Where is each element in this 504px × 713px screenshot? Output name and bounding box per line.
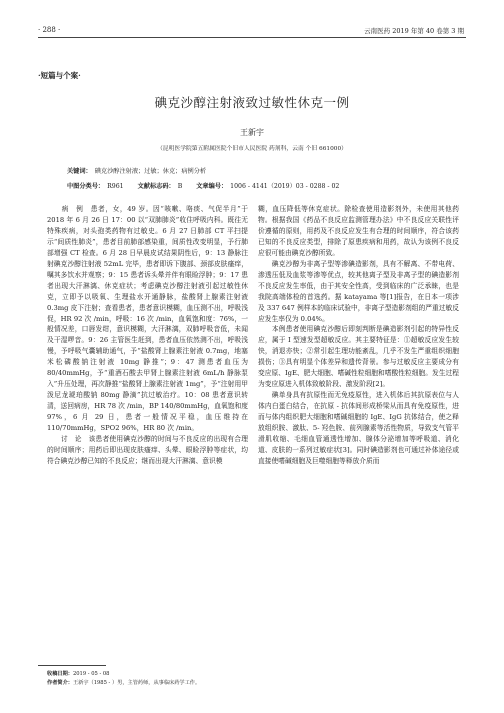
- body-column-right: [258, 204, 459, 467]
- discussion-paragraph: 讨 论 该患者使用碘克沙醇的时间与不良反应的出现有合理的时间顺序；用药后即出现皮肤瘙痒、头晕、眼睑浮肿等症状，均符合碘克沙醇已知的不良反应；继而出现大汗淋漓、意识模: [47, 435, 248, 465]
- doc-code-value: B: [177, 183, 183, 190]
- body-paragraph: 本例患者使用碘克沙醇后即刻判断是碘造影剂引起的特异性反应，属于 I 型速发型超敏反应。其主要特征是：①超敏反应发生较快，消退亦快；②常引起生理功能紊乱，几乎不发生严重组织细胞损伤；③具有明显个体差异和遗传背景。参与过敏反应主要成分有变应原、IgE、肥大细胞、嗜碱性粒细胞和嗜酸性粒细胞。发生过程为变应原进入机体致敏阶段、激发阶段[2]。: [258, 325, 459, 389]
- article-title: 碘克沙醇注射液致过敏性休克一例: [154, 95, 350, 110]
- body-paragraph: 碘单身具有抗原性而无免疫原性，进入机体后其抗原表位与人体内白蛋白结合，在抗原 - 抗体间形成桥梁从而具有免疫原性，进而与体内组织肥大细胞和嗜碱细胞的 IgE、IgG 抗体结合，使之释放组织胺、激肽、5- 羟色胺、前列腺素等活性物质，导致支气管平滑肌收缩、毛细血管通透性增加、腺体分泌增加等呼吸道、消化道、皮肤的一系列过敏症状[3]。同时碘造影剂也可通过补体途径或直接使嗜碱细胞及巨噬细胞等释放介质而: [258, 391, 459, 465]
- footnote-label: 收稿日期：: [47, 671, 73, 677]
- journal-info: 云南医药 2019 年第 40 卷第 3 期: [364, 27, 464, 35]
- header-rule: [38, 37, 466, 38]
- clc-label: 中图分类号：: [67, 183, 105, 190]
- doc-code-label: 文献标志码：: [137, 183, 175, 190]
- keywords-line: [67, 166, 206, 175]
- keywords-label: 关键词：: [67, 168, 92, 175]
- footnote-value: 2019 - 05 - 08: [72, 671, 110, 677]
- body-paragraph: 碘克沙醇为非离子型等渗碘造影剂，具有不解离、不带电荷、渗透压低及血浆等渗等优点，较其他离子型及非离子型的碘造影剂不良反应发生率低，由于其安全性高，受到临床的广泛承睐，也是我院高端体检的首选药。据 katayama 等[1]报告，在日本一项涉及 337 647 例样本的临床试验中，非离子型造影剂组的严重过敏反应发生率仅为 0.04%。: [258, 259, 459, 323]
- section-label: ·短篇与个案·: [38, 71, 81, 80]
- footnote-value: 王新宇（1985 - ）男，主管药师，从事临床药学工作。: [72, 680, 201, 686]
- article-no-label: 文章编号：: [196, 183, 228, 190]
- author-name: 王新宇: [240, 128, 264, 137]
- keywords-value: 碘克沙醇注射液；过敏；休克；病例分析: [94, 168, 207, 175]
- case-paragraph: 病 例 患者，女，49 岁。因“咳嗽、咯痰、气促半月”于 2018 年 6 月 26 日 17：00 以“双肺肺炎”收住呼吸内科。既往无特殊疾病，对头孢类药物有过敏史。6 月 27 日肺部 CT 平扫提示“间质性肺炎”，患者目前肺部感染重，间质性改变明显，予行肺部增强 CT 检查。6 月 28 日早晨皮试结果阴性后，9：13 静脉注射碘克沙醇注射液 52mL 完毕，患者即诉下腹部、颈部皮肤瘙痒，嘱其多饮水并观察；9：15 患者诉头晕并伴有眼睑浮肿；9：17 患者出现大汗淋漓、休克症状；考虑碘克沙醇注射液引起过敏性休克，立即予以吸氧、生理盐水开通静脉，盐酸肾上腺素注射液 0.3mg 皮下注射；查看患者，患者意识模糊，血压测不出，呼吸浅促，HR 92 次 /min，呼吸：16 次 /min，血氧饱和度：76%，一般情况差，口唇发绀，意识模糊，大汗淋漓，双肺呼吸音低，未闻及干湿啰音。9：26 主管医生赶到，患者血压依然测不出，呼吸浅慢，予呼吸气囊辅助通气，予“盐酸肾上腺素注射液 0.7mg，地塞米松磷酸钠注射液 10mg 静推”；9：47 测患者血压为 80/40mmHg，予“重酒石酸去甲肾上腺素注射液 6mL/h 静脉泵入”升压处理，再次静推“盐酸肾上腺素注射液 1mg”，予“注射用甲泼尼龙琥珀酸钠 80mg 静滴”抗过敏治疗。10：08 患者意识转清，送回病房，HR 78 次 /min，BP 140/80mmHg，血氧饱和度 97%，6 月 29 日，患者一般情况平稳，血压维持在 110/70mmHg，SPO2 96%，HR 80 次 /min。: [47, 205, 248, 433]
- footnote-label: 作者简介：: [47, 680, 73, 686]
- page-header: [0, 0, 504, 40]
- footnote-rule: [38, 665, 106, 666]
- footnote-received: [47, 670, 109, 677]
- classification-line: [67, 181, 339, 190]
- article-no-value: 1006 - 4141（2019）03 - 0288 - 02: [230, 183, 340, 190]
- footnote-author-bio: [47, 679, 200, 686]
- page-number: · 288 ·: [38, 26, 61, 34]
- author-affiliation: （昆明医学院第五附属医院个旧市人民医院 药剂科，云南 个旧 661000）: [157, 146, 347, 152]
- body-paragraph: 糊，血压降低等休克症状。除检查使用造影剂外，未使用其他药物。根据我国《药品不良反应监测管理办法》中不良反应关联性评价遵循的原则，用药及不良反应发生有合理的时间顺序，符合该药已知的不良反应类型，排除了原患疾病和用药，故认为该例不良反应很可能由碘克沙醇所致。: [258, 205, 459, 257]
- body-column-left: [47, 204, 248, 467]
- clc-value: R961: [107, 183, 124, 190]
